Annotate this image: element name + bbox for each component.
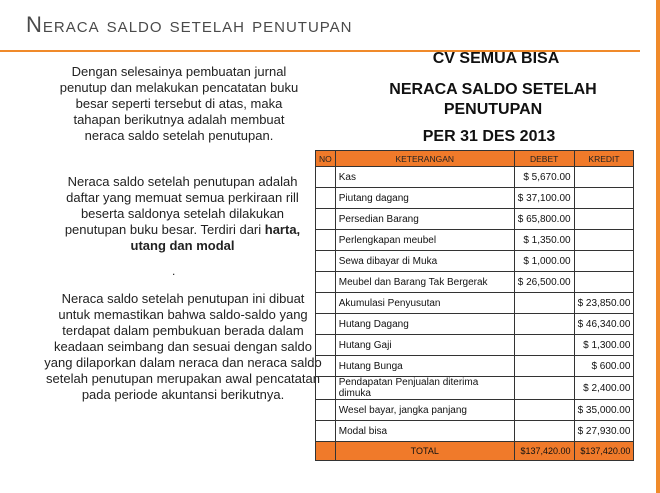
table-row [316,400,634,421]
row-keterangan-cell: Hutang Gaji [335,335,514,356]
separator-dot: . [172,264,176,278]
table-header-row [316,151,634,167]
table-row [316,188,634,209]
row-kredit-cell: $ 2,400.00 [574,377,634,400]
definition-text: Neraca saldo setelah penutupan adalah daftar yang memuat semua perkiraan rill beserta saldonya setelah dilakukan penutupan buku besar. Terdiri dari [64,174,299,237]
row-no-cell [316,272,336,293]
definition-bold-text: harta, utang dan modal [130,222,301,253]
header-no: NO [316,151,336,167]
slide-accent-border [656,0,660,493]
row-no-cell [316,293,336,314]
table-row [316,272,634,293]
purpose-paragraph: Neraca saldo setelah penutupan ini dibuat untuk memastikan bahwa saldo-saldo yang terdapat dalam pembukuan berada dalam keadaan seimbang dan sesuai dengan saldo yang dilaporkan dalam neraca dan neraca saldo setelah penutupan merupakan awal pencatatan pada periode akuntansi berikutnya. [44,291,322,402]
total-debet: $137,420.00 [514,442,574,461]
row-keterangan-cell: Piutang dagang [335,188,514,209]
row-kredit-cell: $ 35,000.00 [574,400,634,421]
row-no-cell [316,251,336,272]
row-kredit-cell: $ 27,930.00 [574,421,634,442]
row-no-cell [316,377,336,400]
row-keterangan-cell: Hutang Bunga [335,356,514,377]
row-debet-cell [514,335,574,356]
row-keterangan-cell: Wesel bayar, jangka panjang [335,400,514,421]
row-debet-cell: $ 1,350.00 [514,230,574,251]
row-no-cell [316,167,336,188]
row-no-cell [316,209,336,230]
table-row [316,251,634,272]
table-row [316,209,634,230]
row-debet-cell: $ 5,670.00 [514,167,574,188]
row-debet-cell [514,356,574,377]
row-debet-cell [514,400,574,421]
slide-title: Neraca saldo setelah penutupan [26,12,353,37]
total-kredit: $137,420.00 [574,442,634,461]
row-no-cell [316,400,336,421]
row-debet-cell: $ 26,500.00 [514,272,574,293]
row-kredit-cell [574,209,634,230]
table-row [316,314,634,335]
row-kredit-cell: $ 23,850.00 [574,293,634,314]
row-keterangan-cell: Modal bisa [335,421,514,442]
row-kredit-cell: $ 1,300.00 [574,335,634,356]
definition-paragraph [50,174,315,254]
row-no-cell [316,335,336,356]
row-kredit-cell [574,251,634,272]
report-title: NERACA SALDO SETELAH PENUTUPAN [389,81,597,118]
row-keterangan-cell: Perlengkapan meubel [335,230,514,251]
row-keterangan-cell: Kas [335,167,514,188]
row-no-cell [316,314,336,335]
table-row [316,230,634,251]
report-period: PER 31 DES 2013 [422,128,556,145]
row-no-cell [316,421,336,442]
row-keterangan-cell: Meubel dan Barang Tak Bergerak [335,272,514,293]
row-debet-cell: $ 65,800.00 [514,209,574,230]
row-keterangan-cell: Pendapatan Penjualan diterima dimuka [335,377,514,400]
table-body [316,167,634,442]
table-row [316,293,634,314]
table-row [316,421,634,442]
table-row [316,377,634,400]
row-kredit-cell [574,272,634,293]
row-kredit-cell [574,230,634,251]
total-label: TOTAL [335,442,514,461]
row-debet-cell [514,293,574,314]
row-debet-cell: $ 37,100.00 [514,188,574,209]
company-name: CV SEMUA BISA [432,50,560,67]
row-no-cell [316,230,336,251]
table-row [316,167,634,188]
row-kredit-cell [574,167,634,188]
row-kredit-cell: $ 600.00 [574,356,634,377]
row-no-cell [316,188,336,209]
row-keterangan-cell: Akumulasi Penyusutan [335,293,514,314]
table-row [316,356,634,377]
row-keterangan-cell: Sewa dibayar di Muka [335,251,514,272]
total-no-cell [316,442,336,461]
row-keterangan-cell: Persedian Barang [335,209,514,230]
header-debet: DEBET [514,151,574,167]
row-debet-cell [514,377,574,400]
row-kredit-cell [574,188,634,209]
row-no-cell [316,356,336,377]
row-debet-cell: $ 1,000.00 [514,251,574,272]
header-kredit: KREDIT [574,151,634,167]
total-row [316,442,634,461]
table-row [316,335,634,356]
trial-balance-table [315,150,634,461]
row-kredit-cell: $ 46,340.00 [574,314,634,335]
row-keterangan-cell: Hutang Dagang [335,314,514,335]
row-debet-cell [514,314,574,335]
row-debet-cell [514,421,574,442]
intro-paragraph: Dengan selesainya pembuatan jurnal penutup dan melakukan pencatatan buku besar seperti tersebut di atas, maka tahapan berikutnya adalah membuat neraca saldo setelah penutupan. [59,64,299,143]
header-keterangan: KETERANGAN [335,151,514,167]
